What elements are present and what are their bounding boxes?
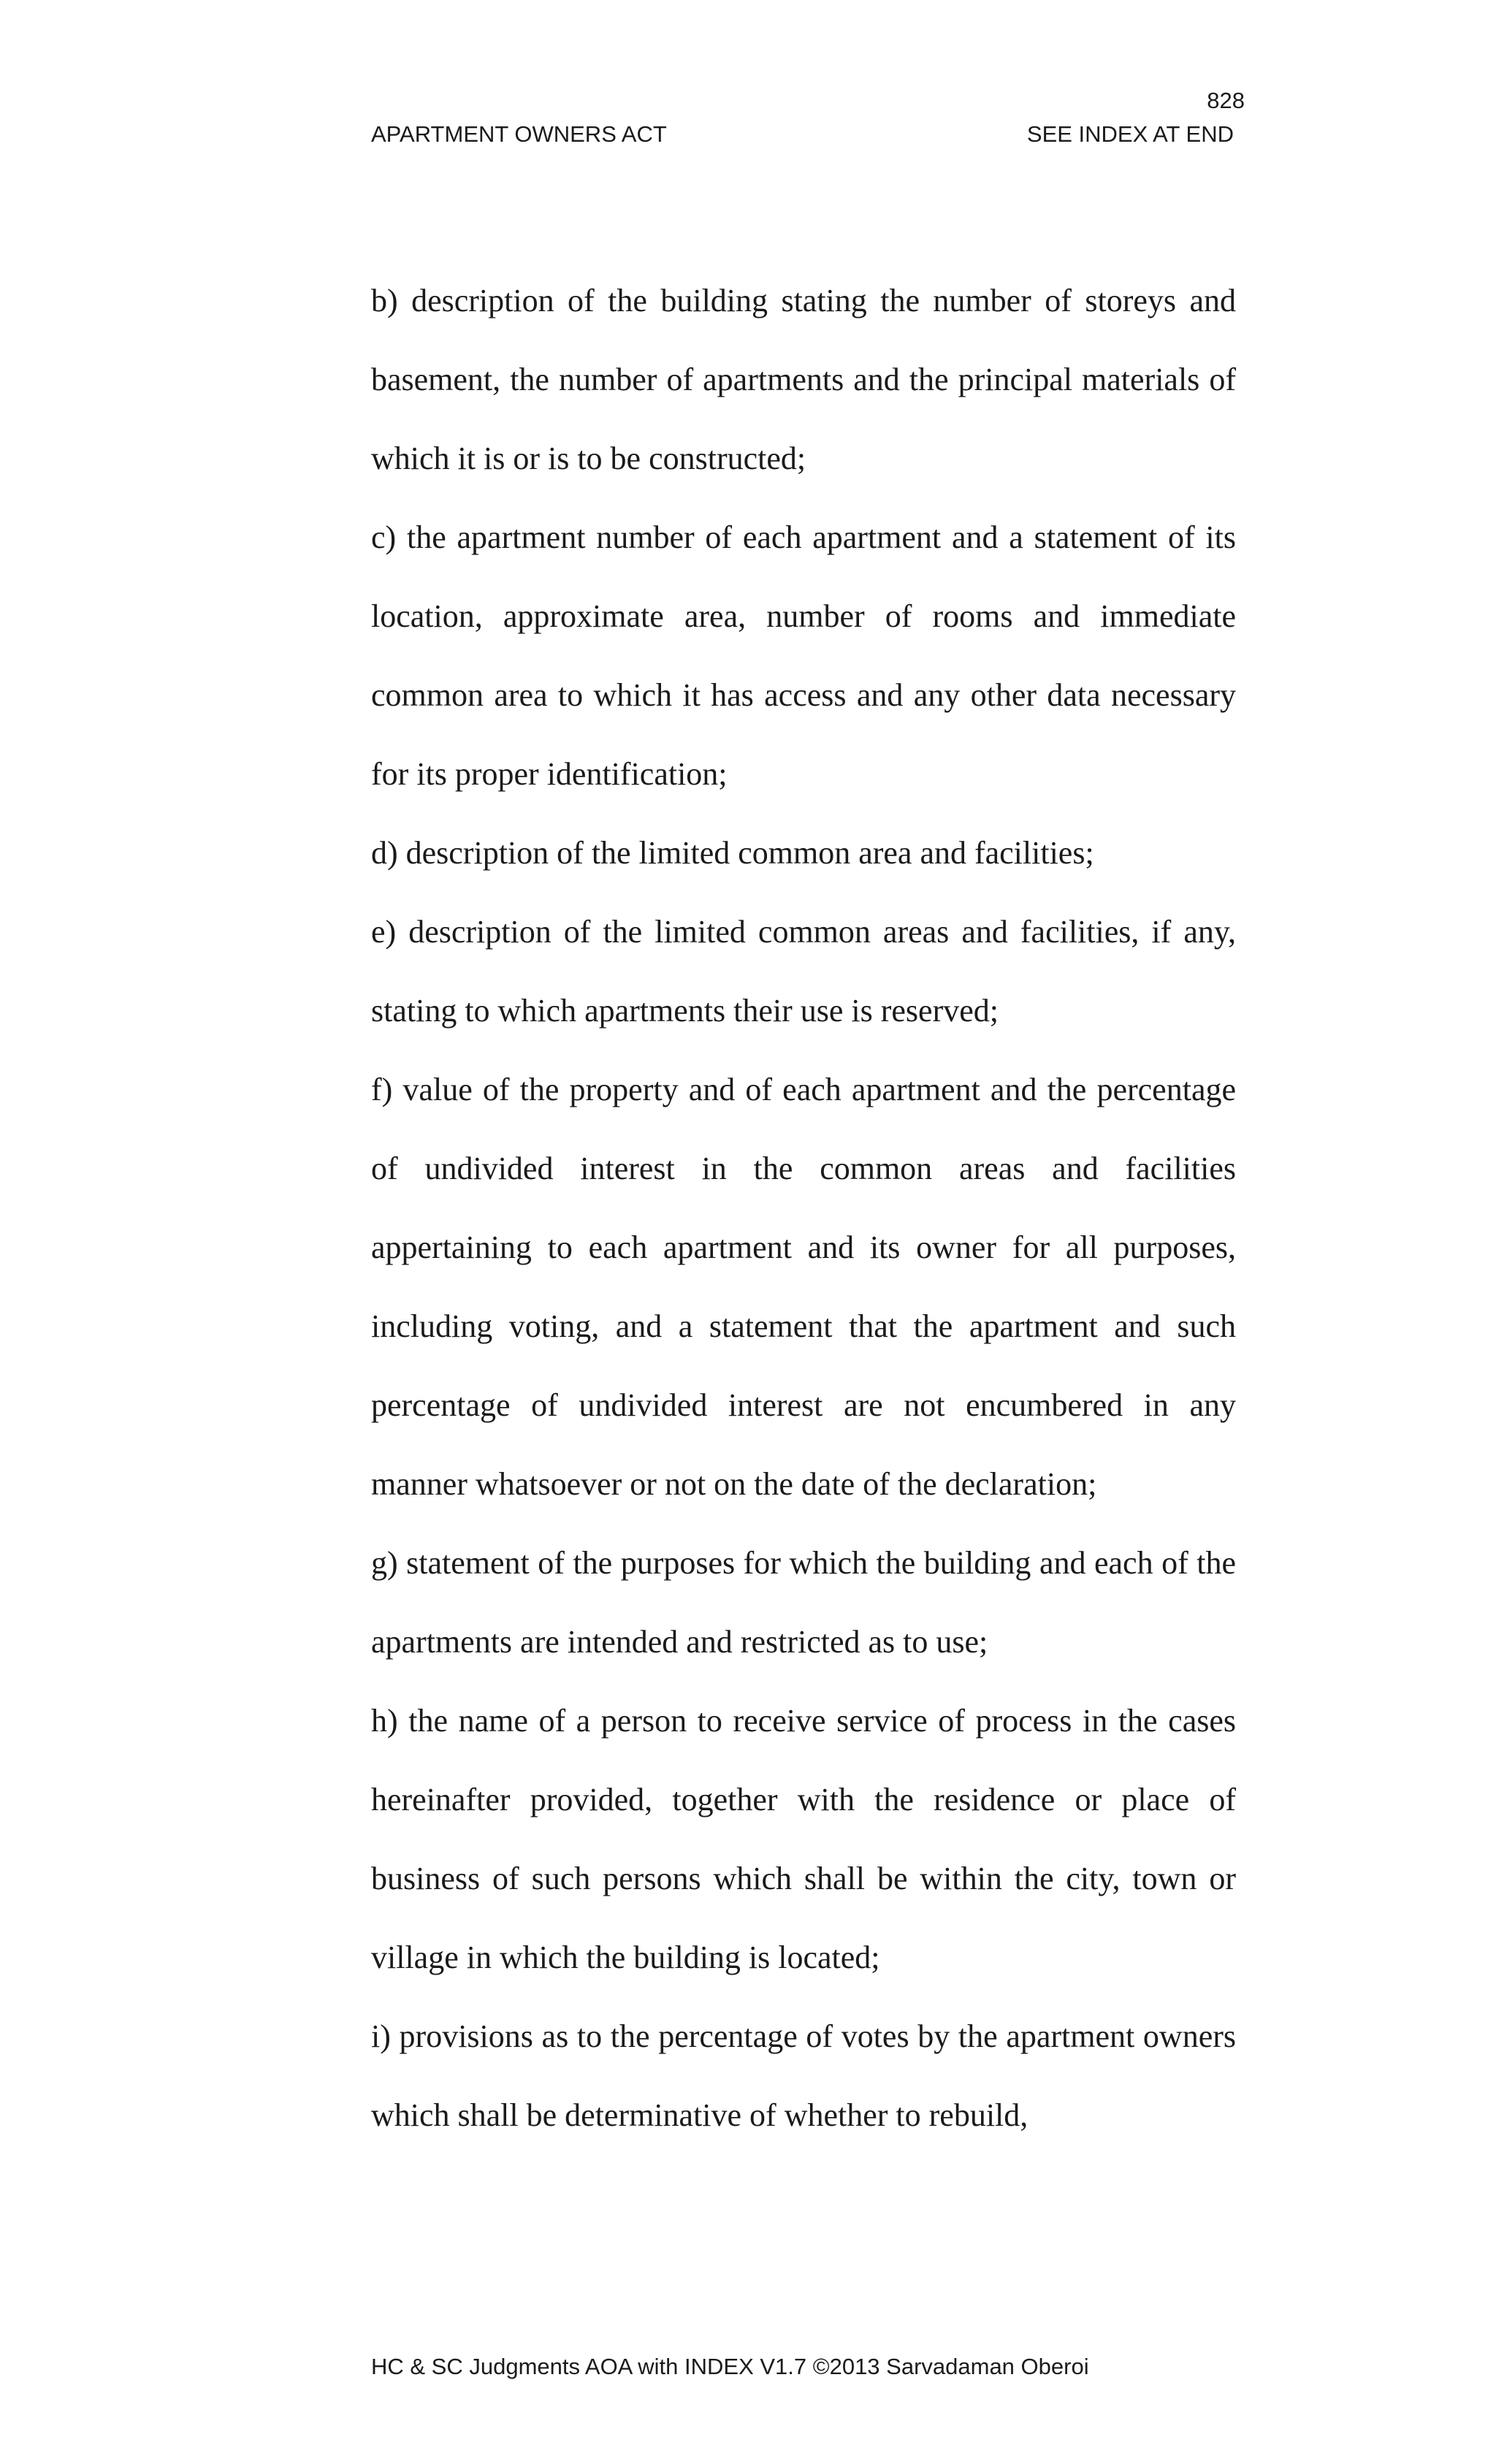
clause-g: g) statement of the purposes for which the building and each of the apartments are intended and restricted as to use; (371, 1545, 1236, 1660)
running-header-title: APARTMENT OWNERS ACT (371, 121, 667, 147)
page-number: 828 (1207, 88, 1245, 113)
running-header-index-note: SEE INDEX AT END (1026, 121, 1234, 147)
clause-f: f) value of the property and of each apartment and the percentage of undivided interest in the common areas and facilities appertaining to each apartment and its owner for all purposes, including voting, and a statement that the apartment and such percentage of undivided interest are not encumbered in any manner whatsoever or not on the date of the declaration; (371, 1072, 1236, 1502)
clause-i: i) provisions as to the percentage of votes by the apartment owners which shall be determinative of whether to rebuild, (371, 2018, 1236, 2133)
page-footer: HC & SC Judgments AOA with INDEX V1.7 ©2013 Sarvadaman Oberoi (371, 2354, 1089, 2379)
clause-c: c) the apartment number of each apartment and a statement of its location, approximate area, number of rooms and immediate common area to which it has access and any other data necessary for its proper identification; (371, 519, 1236, 792)
clause-b: b) description of the building stating the number of storeys and basement, the number of apartments and the principal materials of which it is or is to be constructed; (371, 283, 1236, 476)
clause-e: e) description of the limited common areas and facilities, if any, stating to which apartments their use is reserved; (371, 914, 1236, 1029)
document-body (371, 262, 1236, 2155)
clause-h: h) the name of a person to receive service of process in the cases hereinafter provided, together with the residence or place of business of such persons which shall be within the city, town or village in which the building is located; (371, 1703, 1236, 1975)
clause-d: d) description of the limited common area and facilities; (371, 835, 1094, 871)
